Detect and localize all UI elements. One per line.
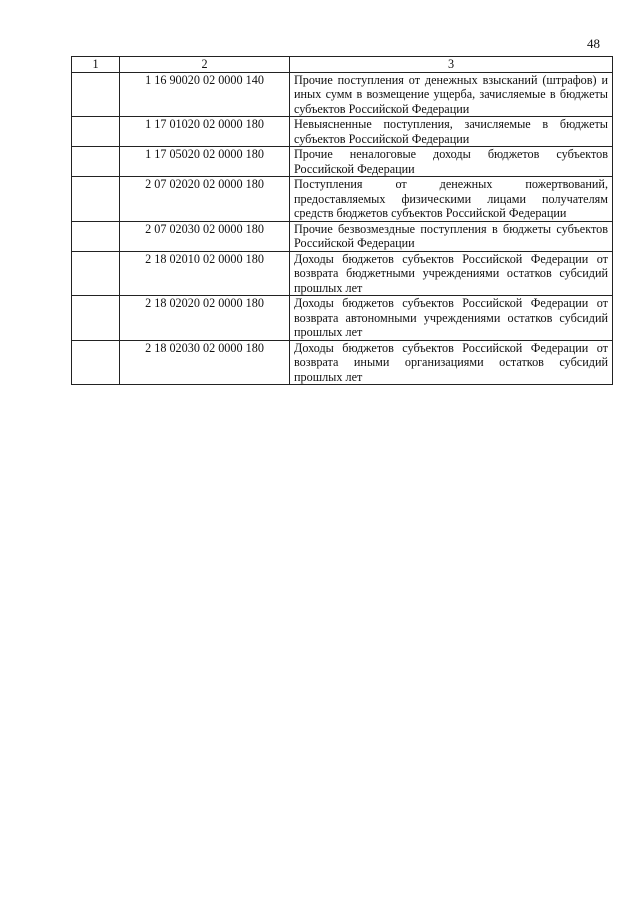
description-cell: Невыясненные поступления, зачисляемые в бюджеты субъектов Российской Федерации xyxy=(290,117,613,147)
column-header-1: 1 xyxy=(72,57,120,73)
row-index-cell xyxy=(72,72,120,117)
budget-code-cell: 1 16 90020 02 0000 140 xyxy=(120,72,290,117)
budget-code-cell: 2 18 02030 02 0000 180 xyxy=(120,340,290,385)
table-row xyxy=(72,177,613,222)
table-row xyxy=(72,340,613,385)
budget-code-cell: 1 17 05020 02 0000 180 xyxy=(120,147,290,177)
budget-codes-table xyxy=(71,56,613,385)
budget-code-cell: 2 18 02020 02 0000 180 xyxy=(120,296,290,341)
description-cell: Прочие безвозмездные поступления в бюджеты субъектов Российской Федерации xyxy=(290,221,613,251)
table-row xyxy=(72,221,613,251)
row-index-cell xyxy=(72,340,120,385)
table-row xyxy=(72,251,613,296)
row-index-cell xyxy=(72,147,120,177)
row-index-cell xyxy=(72,251,120,296)
table-row xyxy=(72,72,613,117)
row-index-cell xyxy=(72,117,120,147)
column-header-3: 3 xyxy=(290,57,613,73)
table-row xyxy=(72,147,613,177)
page-number: 48 xyxy=(587,36,600,51)
budget-code-cell: 2 07 02020 02 0000 180 xyxy=(120,177,290,222)
description-cell: Прочие неналоговые доходы бюджетов субъектов Российской Федерации xyxy=(290,147,613,177)
row-index-cell xyxy=(72,221,120,251)
description-cell: Доходы бюджетов субъектов Российской Федерации от возврата автономными учреждениями остатков субсидий прошлых лет xyxy=(290,296,613,341)
table-row xyxy=(72,296,613,341)
table-row xyxy=(72,117,613,147)
description-cell: Доходы бюджетов субъектов Российской Федерации от возврата бюджетными учреждениями остатков субсидий прошлых лет xyxy=(290,251,613,296)
budget-code-cell: 2 07 02030 02 0000 180 xyxy=(120,221,290,251)
description-cell: Поступления от денежных пожертвований, предоставляемых физическими лицами получателям средств бюджетов субъектов Российской Федерации xyxy=(290,177,613,222)
table-header-row xyxy=(72,57,613,73)
description-cell: Прочие поступления от денежных взысканий (штрафов) и иных сумм в возмещение ущерба, зачисляемые в бюджеты субъектов Российской Федерации xyxy=(290,72,613,117)
budget-code-cell: 1 17 01020 02 0000 180 xyxy=(120,117,290,147)
row-index-cell xyxy=(72,177,120,222)
row-index-cell xyxy=(72,296,120,341)
description-cell: Доходы бюджетов субъектов Российской Федерации от возврата иными организациями остатков субсидий прошлых лет xyxy=(290,340,613,385)
column-header-2: 2 xyxy=(120,57,290,73)
budget-code-cell: 2 18 02010 02 0000 180 xyxy=(120,251,290,296)
